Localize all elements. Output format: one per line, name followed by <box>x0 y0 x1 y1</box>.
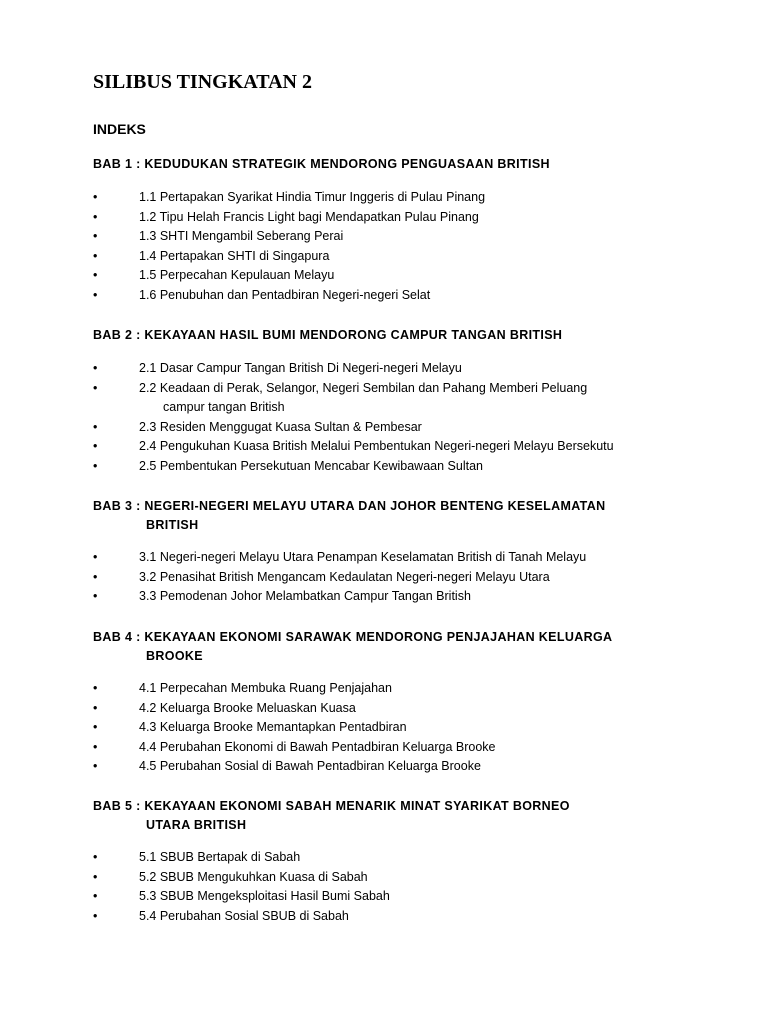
item-text: 5.4 Perubahan Sosial SBUB di Sabah <box>139 908 349 923</box>
item-text: 3.1 Negeri-negeri Melayu Utara Penampan Keselamatan British di Tanah Melayu <box>139 550 587 564</box>
list-item <box>93 227 693 247</box>
bullet-icon: • <box>93 869 98 884</box>
bullet-icon: • <box>93 190 98 204</box>
chapter-heading <box>93 628 693 665</box>
item-text: 1.2 Tipu Helah Francis Light bagi Mendapatkan Pulau Pinang <box>139 209 479 224</box>
chapter-heading <box>93 497 693 534</box>
bullet-icon: • <box>93 439 98 453</box>
item-text: 2.2 Keadaan di Perak, Selangor, Negeri Sembilan dan Pahang Memberi Peluang <box>139 380 588 395</box>
chapter-heading-text: BAB 4 : KEKAYAAN EKONOMI SARAWAK MENDORONG PENJAJAHAN KELUARGA <box>93 630 613 644</box>
item-text: 1.1 Pertapakan Syarikat Hindia Timur Inggeris di Pulau Pinang <box>139 190 486 204</box>
chapter-4 <box>93 628 693 773</box>
chapter-item-list <box>93 679 693 777</box>
item-text-continuation: campur tangan British <box>163 400 285 414</box>
bullet-icon: • <box>93 229 98 243</box>
list-item <box>93 699 693 719</box>
chapter-heading-continuation: BRITISH <box>146 517 199 532</box>
list-item <box>93 208 693 228</box>
chapter-3 <box>93 497 693 603</box>
list-item <box>93 286 693 306</box>
chapter-item-list <box>93 188 693 305</box>
chapter-item-list <box>93 848 693 926</box>
list-item <box>93 247 693 267</box>
chapter-heading-text: BAB 1 : KEDUDUKAN STRATEGIK MENDORONG PENGUASAAN BRITISH <box>93 157 550 171</box>
bullet-icon: • <box>93 209 98 224</box>
chapter-heading-text: BAB 2 : KEKAYAAN HASIL BUMI MENDORONG CAMPUR TANGAN BRITISH <box>93 328 563 342</box>
item-text: 4.2 Keluarga Brooke Meluaskan Kuasa <box>139 700 356 715</box>
chapter-1 <box>93 155 693 302</box>
item-text: 4.4 Perubahan Ekonomi di Bawah Pentadbiran Keluarga Brooke <box>139 739 496 754</box>
bullet-icon: • <box>93 720 98 734</box>
bullet-icon: • <box>93 248 98 263</box>
list-item <box>93 848 693 868</box>
bullet-icon: • <box>93 550 98 564</box>
list-item <box>93 868 693 888</box>
list-item <box>93 718 693 738</box>
bullet-icon: • <box>93 850 98 864</box>
bullet-icon: • <box>93 889 98 903</box>
chapter-heading-text: BAB 5 : KEKAYAAN EKONOMI SABAH MENARIK MINAT SYARIKAT BORNEO <box>93 799 570 813</box>
item-text: 5.3 SBUB Mengeksploitasi Hasil Bumi Sabah <box>139 889 390 903</box>
list-item <box>93 548 693 568</box>
item-text: 3.3 Pemodenan Johor Melambatkan Campur Tangan British <box>139 589 471 603</box>
list-item <box>93 188 693 208</box>
document-title: SILIBUS TINGKATAN 2 <box>93 71 312 93</box>
item-text: 4.1 Perpecahan Membuka Ruang Penjajahan <box>139 681 392 695</box>
item-text: 5.2 SBUB Mengukuhkan Kuasa di Sabah <box>139 869 368 884</box>
bullet-icon: • <box>93 700 98 715</box>
item-text: 2.1 Dasar Campur Tangan British Di Negeri-negeri Melayu <box>139 361 462 375</box>
list-item <box>93 587 693 607</box>
item-text: 2.3 Residen Menggugat Kuasa Sultan & Pembesar <box>139 419 422 434</box>
list-item <box>93 457 693 477</box>
bullet-icon: • <box>93 739 98 754</box>
list-item <box>93 568 693 588</box>
chapter-heading-continuation: BROOKE <box>146 648 203 663</box>
item-text: 5.1 SBUB Bertapak di Sabah <box>139 850 301 864</box>
chapter-item-list <box>93 359 693 476</box>
bullet-icon: • <box>93 458 98 473</box>
chapter-heading <box>93 797 693 834</box>
item-text: 1.5 Perpecahan Kepulauan Melayu <box>139 268 335 282</box>
bullet-icon: • <box>93 287 98 302</box>
list-item <box>93 437 693 457</box>
chapter-item-list <box>93 548 693 607</box>
bullet-icon: • <box>93 759 98 773</box>
bullet-icon: • <box>93 361 98 375</box>
index-label: INDEKS <box>93 121 146 137</box>
chapter-heading <box>93 155 693 174</box>
list-item <box>93 738 693 758</box>
item-text: 2.4 Pengukuhan Kuasa British Melalui Pembentukan Negeri-negeri Melayu Bersekutu <box>139 439 614 453</box>
item-text: 1.3 SHTI Mengambil Seberang Perai <box>139 229 344 243</box>
bullet-icon: • <box>93 589 98 603</box>
list-item <box>93 757 693 777</box>
item-text: 1.4 Pertapakan SHTI di Singapura <box>139 248 330 263</box>
chapter-heading <box>93 326 693 345</box>
bullet-icon: • <box>93 681 98 695</box>
chapter-heading-text: BAB 3 : NEGERI-NEGERI MELAYU UTARA DAN JOHOR BENTENG KESELAMATAN <box>93 499 606 513</box>
bullet-icon: • <box>93 569 98 584</box>
bullet-icon: • <box>93 380 98 395</box>
list-item <box>93 907 693 927</box>
list-item <box>93 359 693 379</box>
list-item <box>93 418 693 438</box>
bullet-icon: • <box>93 419 98 434</box>
item-text: 4.5 Perubahan Sosial di Bawah Pentadbiran Keluarga Brooke <box>139 759 481 773</box>
item-text: 3.2 Penasihat British Mengancam Kedaulatan Negeri-negeri Melayu Utara <box>139 569 550 584</box>
chapter-heading-continuation: UTARA BRITISH <box>146 817 247 832</box>
chapter-2 <box>93 326 693 473</box>
list-item <box>93 379 693 418</box>
bullet-icon: • <box>93 268 98 282</box>
list-item <box>93 679 693 699</box>
item-text: 4.3 Keluarga Brooke Memantapkan Pentadbiran <box>139 720 407 734</box>
item-text: 1.6 Penubuhan dan Pentadbiran Negeri-negeri Selat <box>139 287 431 302</box>
item-text: 2.5 Pembentukan Persekutuan Mencabar Kewibawaan Sultan <box>139 458 483 473</box>
list-item <box>93 887 693 907</box>
chapter-5 <box>93 797 693 923</box>
bullet-icon: • <box>93 908 98 923</box>
list-item <box>93 266 693 286</box>
